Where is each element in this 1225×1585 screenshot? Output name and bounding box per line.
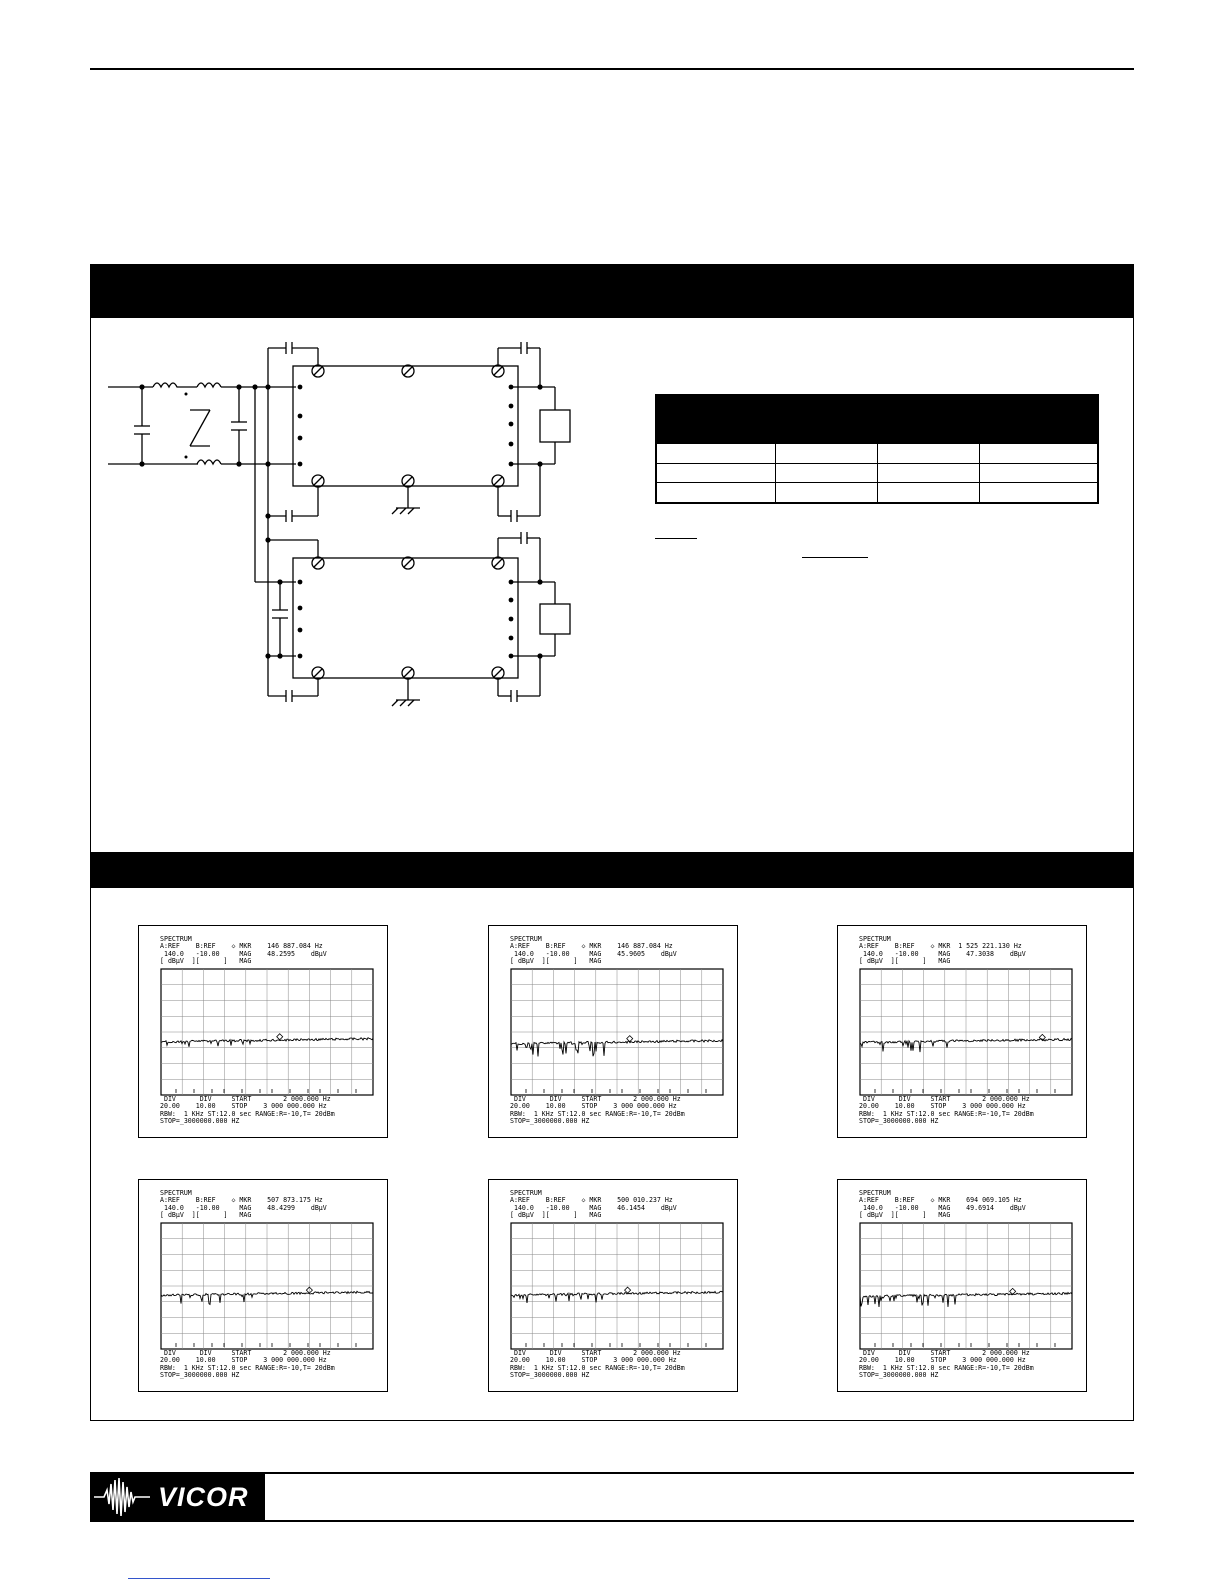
spectrum-trace xyxy=(510,968,724,1096)
spectrum-trace xyxy=(160,968,374,1096)
spectrum-plot xyxy=(488,925,738,1138)
spectrum-plot xyxy=(488,1179,738,1392)
parallel-converter-schematic xyxy=(108,338,578,718)
spectrum-header: SPECTRUM A:REF B:REF ◇ MKR 146 887.084 Hz 140.0 -10.00 MAG 45.9605 dBµV [ dBµV ][ ] MAG xyxy=(510,935,677,966)
table-header-row xyxy=(656,395,1098,444)
spectrum-footer: DIV DIV START 2 000.000 Hz 20.00 10.00 STOP 3 000 000.000 Hz RBW: 1 KHz ST:12.0 sec RANGE:R=-10,T= 20dBm STOP=_3000000.000 HZ xyxy=(859,1095,1034,1126)
spectrum-plot xyxy=(837,1179,1087,1392)
spectrum-footer: DIV DIV START 2 000.000 Hz 20.00 10.00 STOP 3 000 000.000 Hz RBW: 1 KHz ST:12.0 sec RANGE:R=-10,T= 20dBm STOP=_3000000.000 HZ xyxy=(160,1095,335,1126)
spectrum-plot xyxy=(837,925,1087,1138)
section-header-band xyxy=(90,264,1134,318)
spectrum-header: SPECTRUM A:REF B:REF ◇ MKR 146 887.084 Hz 140.0 -10.00 MAG 48.2595 dBµV [ dBµV ][ ] MAG xyxy=(160,935,327,966)
spectrum-trace xyxy=(859,968,1073,1096)
spectrum-plot xyxy=(138,1179,388,1392)
spectrum-header: SPECTRUM A:REF B:REF ◇ MKR 694 069.105 Hz 140.0 -10.00 MAG 49.6914 dBµV [ dBµV ][ ] MAG xyxy=(859,1189,1026,1220)
logo-wordmark: VICOR xyxy=(158,1482,249,1512)
note-underline xyxy=(655,538,697,539)
spectrum-header: SPECTRUM A:REF B:REF ◇ MKR 500 010.237 Hz 140.0 -10.00 MAG 46.1454 dBµV [ dBµV ][ ] MAG xyxy=(510,1189,677,1220)
spectrum-footer: DIV DIV START 2 000.000 Hz 20.00 10.00 STOP 3 000 000.000 Hz RBW: 1 KHz ST:12.0 sec RANGE:R=-10,T= 20dBm STOP=_3000000.000 HZ xyxy=(510,1349,685,1380)
marker-diamond xyxy=(277,1034,283,1040)
spectrum-footer: DIV DIV START 2 000.000 Hz 20.00 10.00 STOP 3 000 000.000 Hz RBW: 1 KHz ST:12.0 sec RANGE:R=-10,T= 20dBm STOP=_3000000.000 HZ xyxy=(510,1095,685,1126)
spectrum-footer: DIV DIV START 2 000.000 Hz 20.00 10.00 STOP 3 000 000.000 Hz RBW: 1 KHz ST:12.0 sec RANGE:R=-10,T= 20dBm STOP=_3000000.000 HZ xyxy=(859,1349,1034,1380)
note-underline-2 xyxy=(802,557,868,558)
marker-diamond xyxy=(627,1036,633,1042)
table-row xyxy=(656,483,1098,503)
spec-table xyxy=(655,394,1099,504)
footer-rule-bottom xyxy=(265,1520,1134,1522)
spectrum-header: SPECTRUM A:REF B:REF ◇ MKR 1 525 221.130 Hz 140.0 -10.00 MAG 47.3038 dBµV [ dBµV ][ ] MAG xyxy=(859,935,1026,966)
spectrum-trace xyxy=(859,1222,1073,1350)
spectrum-trace xyxy=(160,1222,374,1350)
spectrum-plot xyxy=(138,925,388,1138)
waveform-icon xyxy=(90,1472,160,1522)
spectrum-footer: DIV DIV START 2 000.000 Hz 20.00 10.00 STOP 3 000 000.000 Hz RBW: 1 KHz ST:12.0 sec RANGE:R=-10,T= 20dBm STOP=_3000000.000 HZ xyxy=(160,1349,335,1380)
footer-rule-top xyxy=(265,1472,1134,1474)
section-header-band-2 xyxy=(90,852,1134,888)
header-rule xyxy=(90,68,1134,70)
spectrum-header: SPECTRUM A:REF B:REF ◇ MKR 507 873.175 Hz 140.0 -10.00 MAG 48.4299 dBµV [ dBµV ][ ] MAG xyxy=(160,1189,327,1220)
table-row xyxy=(656,444,1098,464)
table-row xyxy=(656,463,1098,483)
marker-diamond xyxy=(625,1287,631,1293)
footer-link-underline[interactable] xyxy=(128,1578,270,1579)
marker-diamond xyxy=(1010,1288,1016,1294)
spectrum-trace xyxy=(510,1222,724,1350)
